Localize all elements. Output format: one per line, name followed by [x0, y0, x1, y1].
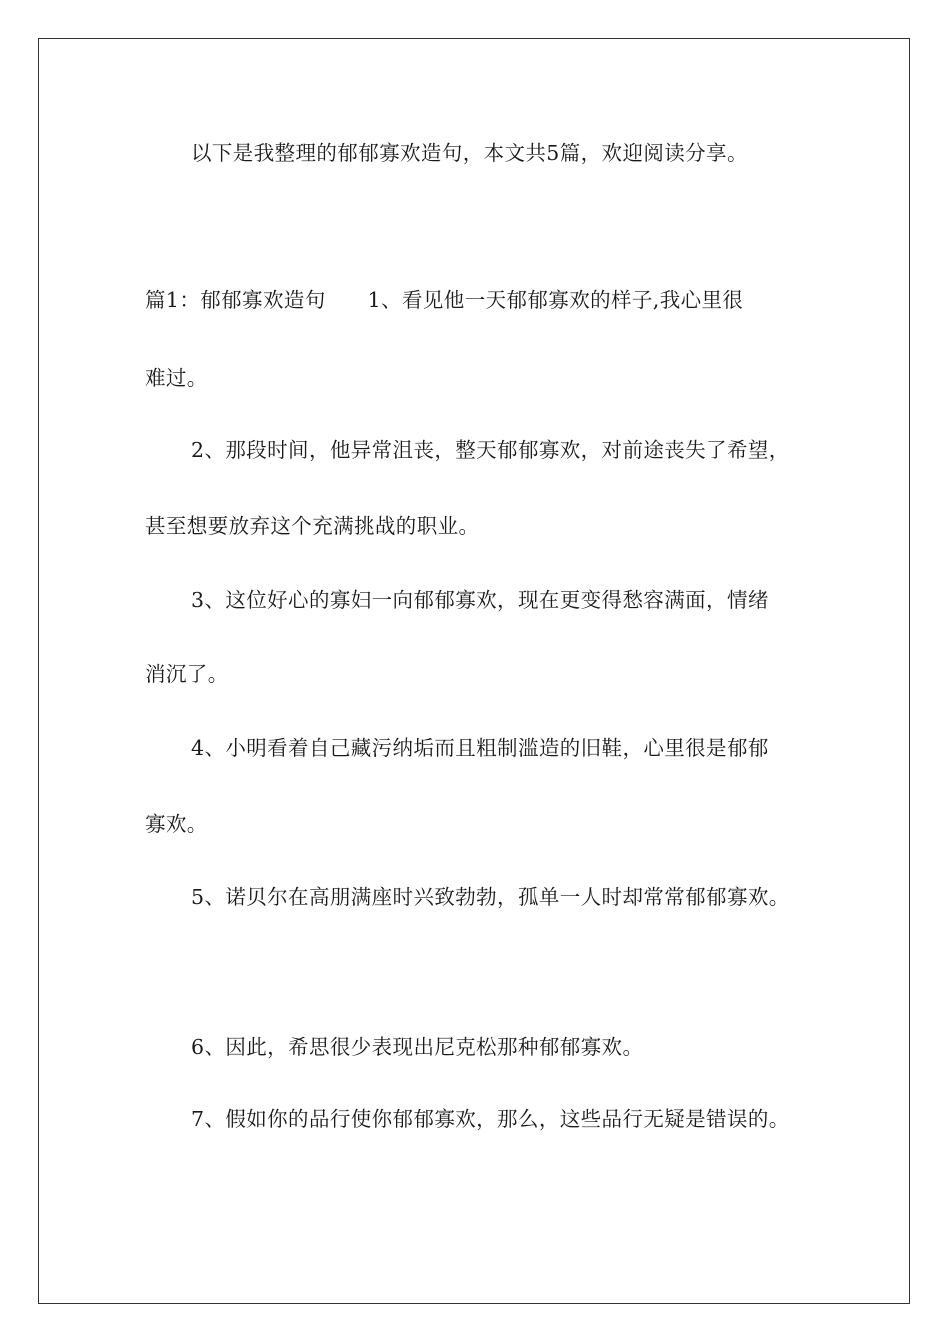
item-4-line-2: 寡欢。 [145, 812, 208, 836]
item-3-line-2: 消沉了。 [145, 662, 229, 686]
item-4-line-1: 4、小明看着自己藏污纳垢而且粗制滥造的旧鞋，心里很是郁郁 [191, 736, 769, 760]
item-2-line-1: 2、那段时间，他异常沮丧，整天郁郁寡欢，对前途丧失了希望， [191, 438, 790, 462]
section-heading: 篇1：郁郁寡欢造句 [145, 288, 326, 312]
intro-paragraph: 以下是我整理的郁郁寡欢造句，本文共5篇，欢迎阅读分享。 [191, 141, 748, 165]
item-2-line-2: 甚至想要放弃这个充满挑战的职业。 [145, 514, 480, 538]
item-1-line-1 [145, 286, 743, 314]
item-6: 6、因此，希思很少表现出尼克松那种郁郁寡欢。 [191, 1035, 644, 1059]
item-1-line-2: 难过。 [145, 366, 208, 390]
item-1-text: 1、看见他一天郁郁寡欢的样子,我心里很 [367, 288, 744, 312]
item-3-line-1: 3、这位好心的寡妇一向郁郁寡欢，现在更变得愁容满面，情绪 [191, 588, 769, 612]
item-5: 5、诺贝尔在高朋满座时兴致勃勃，孤单一人时却常常郁郁寡欢。 [191, 885, 790, 909]
item-7: 7、假如你的品行使你郁郁寡欢，那么，这些品行无疑是错误的。 [191, 1107, 790, 1131]
